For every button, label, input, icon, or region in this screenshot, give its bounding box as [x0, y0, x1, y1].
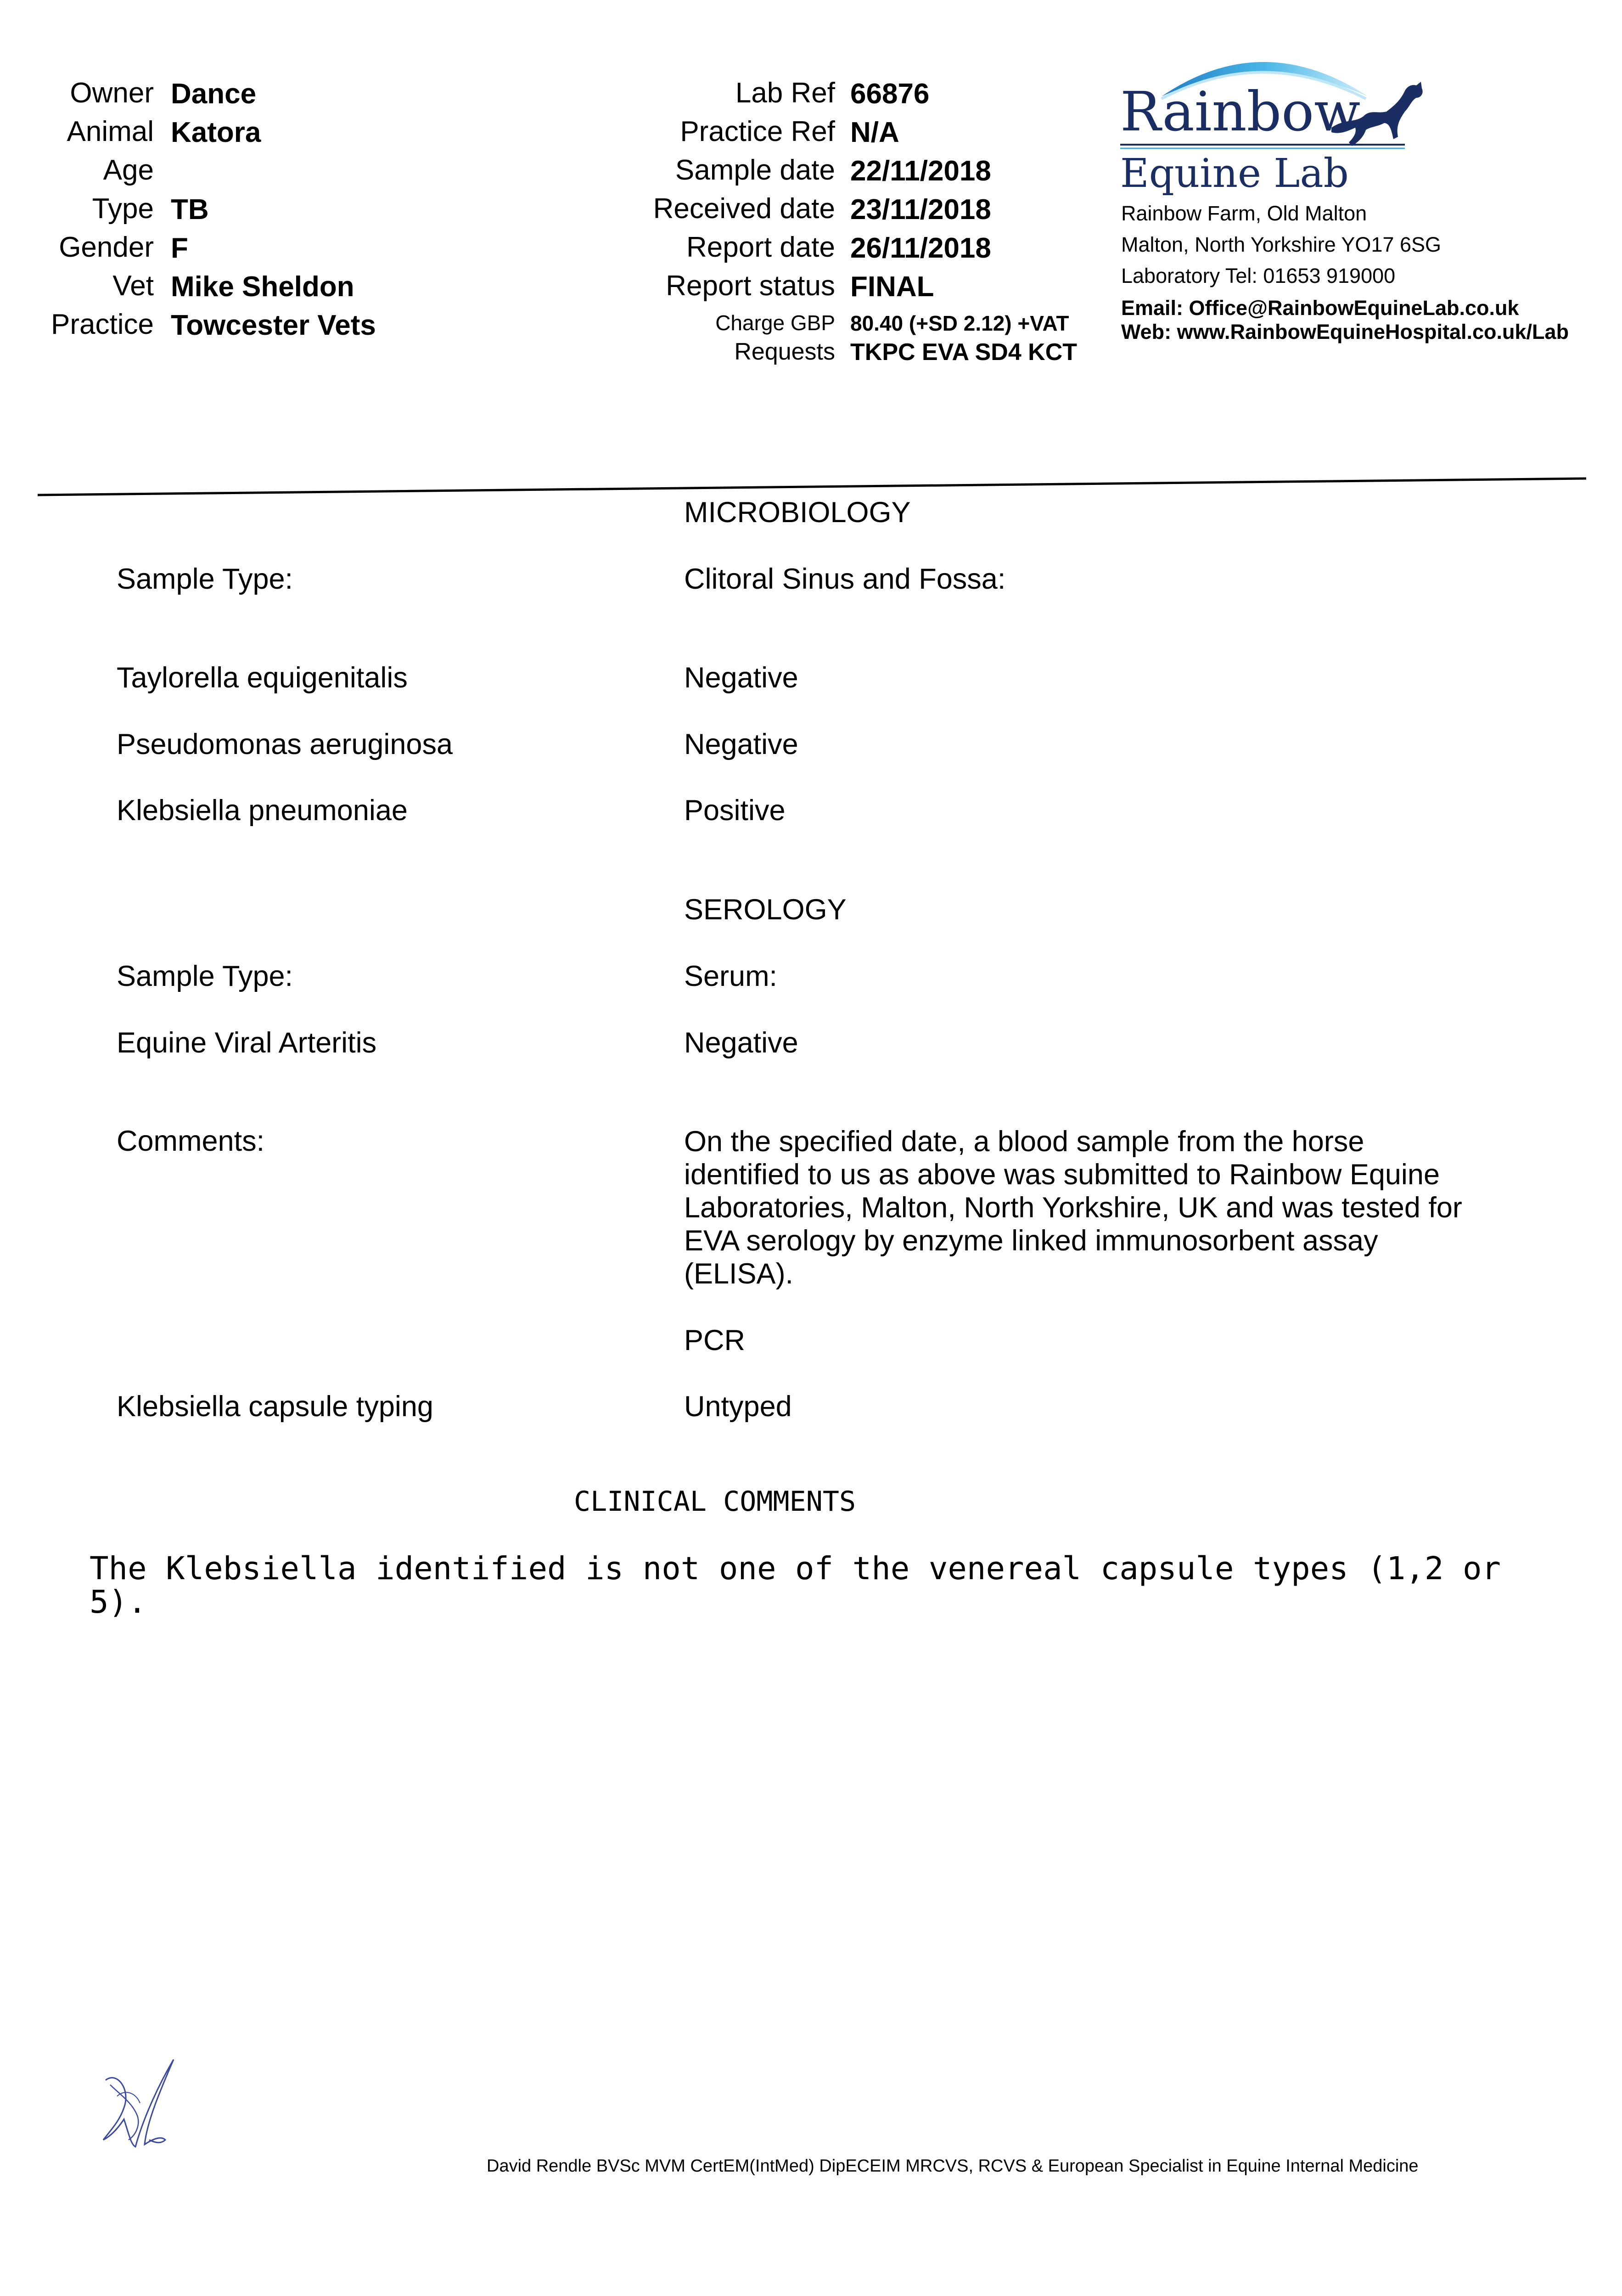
received-date-value: 23/11/2018 [850, 194, 991, 225]
received-date-label: Received date [653, 193, 835, 225]
clinical-comments-heading: CLINICAL COMMENTS [574, 1486, 856, 1518]
test-name: Taylorella equigenitalis [117, 662, 408, 694]
requests-label: Requests [734, 338, 835, 365]
sero-sample-type-label: Sample Type: [117, 960, 293, 992]
practice-value: Towcester Vets [171, 310, 376, 341]
sample-date-value: 22/11/2018 [850, 155, 991, 187]
lab-ref-label: Lab Ref [735, 77, 835, 109]
logo-equine-lab-text: Equine Lab [1120, 151, 1349, 197]
practice-ref-value: N/A [850, 117, 899, 148]
test-name: Pseudomonas aeruginosa [117, 728, 453, 760]
owner-value: Dance [171, 78, 257, 110]
test-name: Equine Viral Arteritis [117, 1027, 377, 1059]
report-status-value: FINAL [850, 271, 934, 303]
clinical-comment-line-1: The Klebsiella identified is not one of the venereal capsule types (1,2 or [90, 1550, 1501, 1587]
clinical-comment-line-2: 5). [90, 1584, 147, 1621]
age-label: Age [103, 154, 154, 186]
address-line-2: Malton, North Yorkshire YO17 6SG [1121, 233, 1442, 256]
test-name: Klebsiella pneumoniae [117, 794, 408, 827]
test-result: Positive [684, 794, 786, 827]
rainbow-equine-lab-logo [1111, 37, 1432, 202]
micro-sample-type-value: Clitoral Sinus and Fossa: [684, 563, 1006, 595]
gender-value: F [171, 232, 188, 264]
vet-label: Vet [112, 270, 154, 302]
micro-sample-type-label: Sample Type: [117, 563, 293, 595]
lab-website: Web: www.RainbowEquineHospital.co.uk/Lab [1121, 320, 1569, 343]
report-date-label: Report date [686, 231, 835, 263]
test-result: Negative [684, 728, 798, 760]
report-status-label: Report status [666, 270, 835, 302]
signatory-credentials: David Rendle BVSc MVM CertEM(IntMed) DipECEIM MRCVS, RCVS & European Specialist in Equine Internal Medicine [487, 2156, 1419, 2176]
logo-rainbow-text: Rainbow [1120, 80, 1361, 143]
charge-label: Charge GBP [715, 311, 835, 335]
vet-value: Mike Sheldon [171, 271, 354, 303]
charge-value: 80.40 (+SD 2.12) +VAT [850, 311, 1069, 335]
address-line-1: Rainbow Farm, Old Malton [1121, 202, 1367, 225]
requests-value: TKPC EVA SD4 KCT [850, 339, 1078, 366]
test-result: Negative [684, 662, 798, 694]
type-value: TB [171, 194, 209, 225]
practice-label: Practice [51, 309, 154, 340]
serology-comment-text: On the specified date, a blood sample from the horse identified to us as above was submitted to Rainbow Equine Laboratories, Malton, North Yorkshire, UK and was tested for EVA serology by enzyme linked immunosorbent assay (ELISA). [684, 1125, 1462, 1290]
sample-date-label: Sample date [675, 154, 835, 186]
lab-email: Email: Office@RainbowEquineLab.co.uk [1121, 296, 1519, 320]
test-result: Negative [684, 1027, 798, 1059]
report-date-value: 26/11/2018 [850, 232, 991, 264]
type-label: Type [92, 193, 154, 225]
owner-label: Owner [70, 77, 154, 109]
sero-sample-type-value: Serum: [684, 960, 778, 992]
serology-heading: SEROLOGY [684, 894, 847, 926]
test-result: Untyped [684, 1390, 792, 1423]
gender-label: Gender [59, 231, 154, 263]
practice-ref-label: Practice Ref [680, 116, 835, 147]
lab-ref-value: 66876 [850, 78, 930, 110]
microbiology-heading: MICROBIOLOGY [684, 496, 911, 529]
test-name: Klebsiella capsule typing [117, 1390, 433, 1423]
lab-telephone: Laboratory Tel: 01653 919000 [1121, 264, 1396, 287]
animal-value: Katora [171, 117, 261, 148]
handwritten-signature [92, 2053, 184, 2158]
animal-label: Animal [67, 116, 154, 147]
comments-label: Comments: [117, 1125, 265, 1157]
pcr-heading: PCR [684, 1324, 746, 1356]
